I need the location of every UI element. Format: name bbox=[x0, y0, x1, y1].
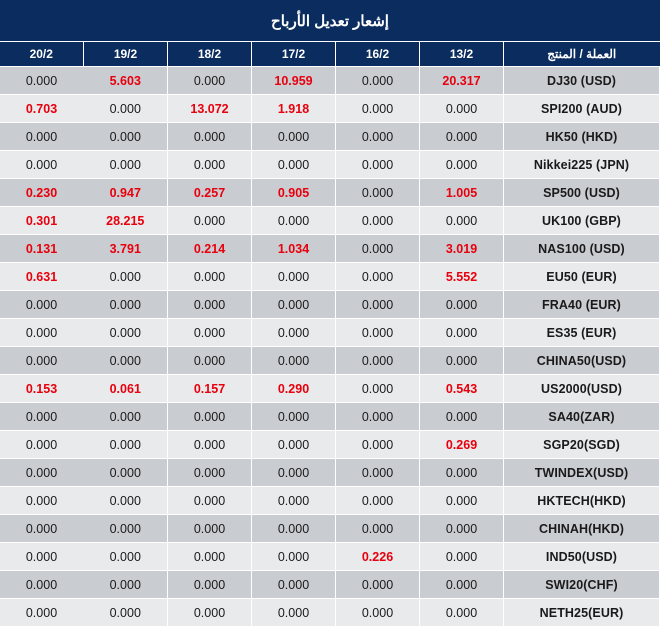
table-row bbox=[0, 291, 660, 319]
dividend-value: 0.000 bbox=[336, 291, 420, 319]
dividend-value: 0.153 bbox=[0, 375, 84, 403]
dividend-value: 0.000 bbox=[168, 151, 252, 179]
dividend-value: 0.257 bbox=[168, 179, 252, 207]
dividend-value: 0.000 bbox=[0, 599, 84, 627]
instrument-label: ES35 (EUR) bbox=[504, 319, 660, 347]
dividend-value: 0.000 bbox=[84, 123, 168, 151]
instrument-label: NAS100 (USD) bbox=[504, 235, 660, 263]
dividend-value: 0.000 bbox=[420, 543, 504, 571]
dividend-value: 0.000 bbox=[420, 291, 504, 319]
dividend-value: 0.000 bbox=[336, 235, 420, 263]
dividend-value: 0.230 bbox=[0, 179, 84, 207]
dividend-value: 0.000 bbox=[336, 263, 420, 291]
column-header-date-3: 17/2 bbox=[252, 42, 336, 67]
instrument-label: SGP20(SGD) bbox=[504, 431, 660, 459]
dividend-value: 0.000 bbox=[420, 151, 504, 179]
dividend-value: 0.269 bbox=[420, 431, 504, 459]
dividend-value: 0.000 bbox=[420, 347, 504, 375]
dividend-value: 0.000 bbox=[168, 67, 252, 95]
table-row bbox=[0, 403, 660, 431]
instrument-label: EU50 (EUR) bbox=[504, 263, 660, 291]
dividend-value: 1.034 bbox=[252, 235, 336, 263]
dividend-value: 0.947 bbox=[84, 179, 168, 207]
instrument-label: FRA40 (EUR) bbox=[504, 291, 660, 319]
dividend-value: 13.072 bbox=[168, 95, 252, 123]
dividend-value: 0.000 bbox=[252, 291, 336, 319]
dividend-value: 0.000 bbox=[336, 459, 420, 487]
dividend-value: 0.000 bbox=[252, 599, 336, 627]
column-header-date-2: 16/2 bbox=[336, 42, 420, 67]
table-row bbox=[0, 235, 660, 263]
page-title-text: إشعار تعديل الأرباح bbox=[271, 12, 389, 30]
dividend-value: 0.000 bbox=[168, 543, 252, 571]
column-header-date-5: 19/2 bbox=[84, 42, 168, 67]
dividend-value: 0.000 bbox=[0, 459, 84, 487]
instrument-label: SP500 (USD) bbox=[504, 179, 660, 207]
table-row bbox=[0, 543, 660, 571]
dividend-value: 0.000 bbox=[336, 375, 420, 403]
table-header bbox=[0, 42, 660, 67]
dividend-value: 10.959 bbox=[252, 67, 336, 95]
instrument-label: IND50(USD) bbox=[504, 543, 660, 571]
table-row bbox=[0, 515, 660, 543]
instrument-label: TWINDEX(USD) bbox=[504, 459, 660, 487]
instrument-label: DJ30 (USD) bbox=[504, 67, 660, 95]
dividend-value: 0.000 bbox=[168, 459, 252, 487]
table-row bbox=[0, 459, 660, 487]
dividend-value: 0.000 bbox=[420, 459, 504, 487]
dividend-value: 0.226 bbox=[336, 543, 420, 571]
dividend-value: 0.000 bbox=[252, 319, 336, 347]
dividend-value: 0.000 bbox=[168, 431, 252, 459]
instrument-label: SPI200 (AUD) bbox=[504, 95, 660, 123]
dividend-value: 28.215 bbox=[84, 207, 168, 235]
dividend-value: 0.131 bbox=[0, 235, 84, 263]
dividend-value: 0.000 bbox=[420, 123, 504, 151]
instrument-label: NETH25(EUR) bbox=[504, 599, 660, 627]
dividend-value: 0.000 bbox=[336, 95, 420, 123]
dividend-value: 0.000 bbox=[420, 403, 504, 431]
dividend-value: 1.918 bbox=[252, 95, 336, 123]
dividend-table bbox=[0, 42, 660, 627]
table-row bbox=[0, 179, 660, 207]
column-header-date-6: 20/2 bbox=[0, 42, 84, 67]
table-row bbox=[0, 487, 660, 515]
table-row bbox=[0, 123, 660, 151]
instrument-label: UK100 (GBP) bbox=[504, 207, 660, 235]
dividend-value: 0.290 bbox=[252, 375, 336, 403]
dividend-value: 0.000 bbox=[252, 431, 336, 459]
dividend-value: 0.000 bbox=[84, 487, 168, 515]
dividend-value: 0.000 bbox=[168, 123, 252, 151]
table-row bbox=[0, 599, 660, 627]
dividend-value: 0.000 bbox=[252, 543, 336, 571]
dividend-value: 0.000 bbox=[336, 487, 420, 515]
dividend-value: 0.000 bbox=[336, 207, 420, 235]
dividend-value: 0.000 bbox=[0, 571, 84, 599]
dividend-value: 0.000 bbox=[84, 319, 168, 347]
instrument-label: CHINAH(HKD) bbox=[504, 515, 660, 543]
dividend-value: 0.000 bbox=[420, 571, 504, 599]
dividend-value: 0.000 bbox=[420, 487, 504, 515]
dividend-value: 0.000 bbox=[0, 487, 84, 515]
table-row bbox=[0, 67, 660, 95]
dividend-value: 0.000 bbox=[252, 207, 336, 235]
dividend-value: 0.000 bbox=[0, 543, 84, 571]
dividend-value: 0.000 bbox=[0, 151, 84, 179]
dividend-value: 0.000 bbox=[420, 207, 504, 235]
instrument-label: HKTECH(HKD) bbox=[504, 487, 660, 515]
column-header-date-4: 18/2 bbox=[168, 42, 252, 67]
dividend-value: 0.000 bbox=[168, 291, 252, 319]
dividend-value: 0.000 bbox=[252, 571, 336, 599]
dividend-value: 0.000 bbox=[84, 431, 168, 459]
dividend-value: 0.000 bbox=[0, 319, 84, 347]
dividend-value: 0.905 bbox=[252, 179, 336, 207]
dividend-value: 0.000 bbox=[336, 515, 420, 543]
dividend-value: 0.000 bbox=[420, 599, 504, 627]
dividend-value: 0.000 bbox=[84, 347, 168, 375]
table-header-row bbox=[0, 42, 660, 67]
dividend-value: 0.000 bbox=[252, 123, 336, 151]
dividend-value: 0.000 bbox=[0, 431, 84, 459]
dividend-value: 3.791 bbox=[84, 235, 168, 263]
instrument-label: CHINA50(USD) bbox=[504, 347, 660, 375]
dividend-value: 0.000 bbox=[168, 263, 252, 291]
dividend-value: 0.061 bbox=[84, 375, 168, 403]
dividend-value: 0.000 bbox=[336, 151, 420, 179]
dividend-value: 0.157 bbox=[168, 375, 252, 403]
table-row bbox=[0, 347, 660, 375]
dividend-value: 0.631 bbox=[0, 263, 84, 291]
dividend-value: 1.005 bbox=[420, 179, 504, 207]
dividend-value: 0.000 bbox=[0, 515, 84, 543]
dividend-value: 0.000 bbox=[168, 599, 252, 627]
instrument-label: SA40(ZAR) bbox=[504, 403, 660, 431]
dividend-value: 0.000 bbox=[0, 67, 84, 95]
dividend-value: 0.000 bbox=[336, 599, 420, 627]
dividend-value: 0.000 bbox=[84, 599, 168, 627]
table-row bbox=[0, 319, 660, 347]
dividend-value: 3.019 bbox=[420, 235, 504, 263]
dividend-value: 0.000 bbox=[84, 95, 168, 123]
dividend-value: 0.000 bbox=[336, 403, 420, 431]
dividend-value: 0.000 bbox=[84, 459, 168, 487]
dividend-value: 0.000 bbox=[0, 347, 84, 375]
dividend-value: 0.000 bbox=[336, 431, 420, 459]
dividend-value: 0.000 bbox=[336, 347, 420, 375]
dividend-value: 0.000 bbox=[252, 263, 336, 291]
page-title bbox=[0, 0, 660, 42]
dividend-value: 0.000 bbox=[84, 151, 168, 179]
dividend-value: 0.000 bbox=[84, 571, 168, 599]
instrument-label: Nikkei225 (JPN) bbox=[504, 151, 660, 179]
dividend-value: 0.000 bbox=[0, 123, 84, 151]
dividend-value: 0.000 bbox=[84, 515, 168, 543]
dividend-value: 0.000 bbox=[168, 515, 252, 543]
dividend-value: 0.000 bbox=[84, 403, 168, 431]
table-row bbox=[0, 95, 660, 123]
dividend-value: 0.000 bbox=[336, 67, 420, 95]
table-row bbox=[0, 151, 660, 179]
dividend-value: 0.000 bbox=[336, 319, 420, 347]
dividend-value: 0.000 bbox=[84, 291, 168, 319]
dividend-value: 0.000 bbox=[252, 347, 336, 375]
dividend-value: 0.000 bbox=[84, 543, 168, 571]
dividend-value: 5.603 bbox=[84, 67, 168, 95]
dividend-value: 0.000 bbox=[0, 403, 84, 431]
dividend-value: 20.317 bbox=[420, 67, 504, 95]
table-row bbox=[0, 207, 660, 235]
dividend-value: 0.000 bbox=[252, 515, 336, 543]
column-header-date-1: 13/2 bbox=[420, 42, 504, 67]
dividend-value: 0.000 bbox=[168, 319, 252, 347]
dividend-value: 0.543 bbox=[420, 375, 504, 403]
dividend-value: 5.552 bbox=[420, 263, 504, 291]
dividend-value: 0.000 bbox=[420, 319, 504, 347]
dividend-value: 0.000 bbox=[252, 487, 336, 515]
dividend-value: 0.000 bbox=[336, 179, 420, 207]
dividend-value: 0.000 bbox=[168, 487, 252, 515]
table-row bbox=[0, 571, 660, 599]
dividend-value: 0.000 bbox=[168, 347, 252, 375]
dividend-value: 0.301 bbox=[0, 207, 84, 235]
table-row bbox=[0, 431, 660, 459]
table-row bbox=[0, 263, 660, 291]
dividend-value: 0.000 bbox=[0, 291, 84, 319]
dividend-value: 0.000 bbox=[420, 515, 504, 543]
dividend-value: 0.000 bbox=[168, 207, 252, 235]
dividend-value: 0.000 bbox=[336, 571, 420, 599]
dividend-value: 0.000 bbox=[252, 459, 336, 487]
dividend-value: 0.000 bbox=[252, 403, 336, 431]
dividend-value: 0.703 bbox=[0, 95, 84, 123]
dividend-value: 0.000 bbox=[336, 123, 420, 151]
table-body bbox=[0, 67, 660, 627]
dividend-value: 0.000 bbox=[168, 571, 252, 599]
dividend-value: 0.000 bbox=[168, 403, 252, 431]
instrument-label: US2000(USD) bbox=[504, 375, 660, 403]
dividend-value: 0.214 bbox=[168, 235, 252, 263]
dividend-value: 0.000 bbox=[84, 263, 168, 291]
dividend-value: 0.000 bbox=[420, 95, 504, 123]
column-header-product: العملة / المنتج bbox=[504, 42, 660, 67]
dividend-value: 0.000 bbox=[252, 151, 336, 179]
instrument-label: SWI20(CHF) bbox=[504, 571, 660, 599]
table-row bbox=[0, 375, 660, 403]
instrument-label: HK50 (HKD) bbox=[504, 123, 660, 151]
